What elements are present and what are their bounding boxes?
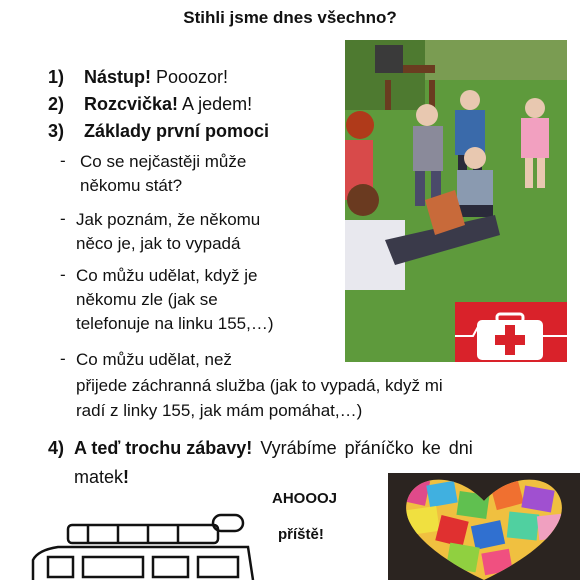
list-item-1 xyxy=(48,65,228,89)
list-item-4 xyxy=(48,436,568,460)
first-aid-kit-icon xyxy=(455,302,567,362)
bullet-dash: - xyxy=(60,151,66,170)
bullet-dash: - xyxy=(60,349,66,368)
item-bold: Základy první pomoci xyxy=(84,121,270,141)
subitem-line: někomu zle (jak se xyxy=(76,290,218,309)
list-item-2 xyxy=(48,92,252,116)
paper-heart-image xyxy=(388,473,580,580)
item-bold: ! xyxy=(123,467,130,487)
list-item-3 xyxy=(48,119,269,143)
next-time-text: příště! xyxy=(278,526,324,543)
subitem-line: Co můžu udělat, když je xyxy=(76,266,258,285)
ahooj-text: AHOOOJ xyxy=(272,490,338,507)
list-item-4-line2 xyxy=(74,465,129,489)
item-rest: Vyrábíme přáníčko ke dni xyxy=(252,438,473,458)
subitem-line: někomu stát? xyxy=(80,176,183,195)
item-bold: A teď trochu zábavy! xyxy=(74,438,253,458)
subitem-line: Co se nejčastěji může xyxy=(80,152,247,171)
item-rest: Pooozor! xyxy=(151,67,229,87)
subitem-line: Co můžu udělat, než xyxy=(76,350,232,369)
item-bold: Nástup! xyxy=(84,67,151,87)
item-number: 4) xyxy=(48,438,65,458)
item-rest: matek xyxy=(74,467,124,487)
page-title: Stihli jsme dnes všechno? xyxy=(183,8,397,27)
subitem-line: Jak poznám, že někomu xyxy=(76,210,261,229)
item-number: 1) xyxy=(48,67,65,87)
item-bold: Rozcvička! xyxy=(84,94,179,114)
bullet-dash: - xyxy=(60,209,66,228)
item-rest: A jedem! xyxy=(178,94,253,114)
subitem-line: něco je, jak to vypadá xyxy=(76,234,241,253)
fire-truck-drawing xyxy=(28,505,268,580)
subitem-line: telefonuje na linku 155,…) xyxy=(76,314,274,333)
subitem-line: přijede záchranná služba (jak to vypadá, když mi xyxy=(76,376,443,395)
subitem-line: radí z linky 155, jak mám pomáhat,…) xyxy=(76,401,363,420)
item-number: 2) xyxy=(48,94,65,114)
children-photo xyxy=(345,40,567,362)
item-number: 3) xyxy=(48,121,65,141)
bullet-dash: - xyxy=(60,265,66,284)
